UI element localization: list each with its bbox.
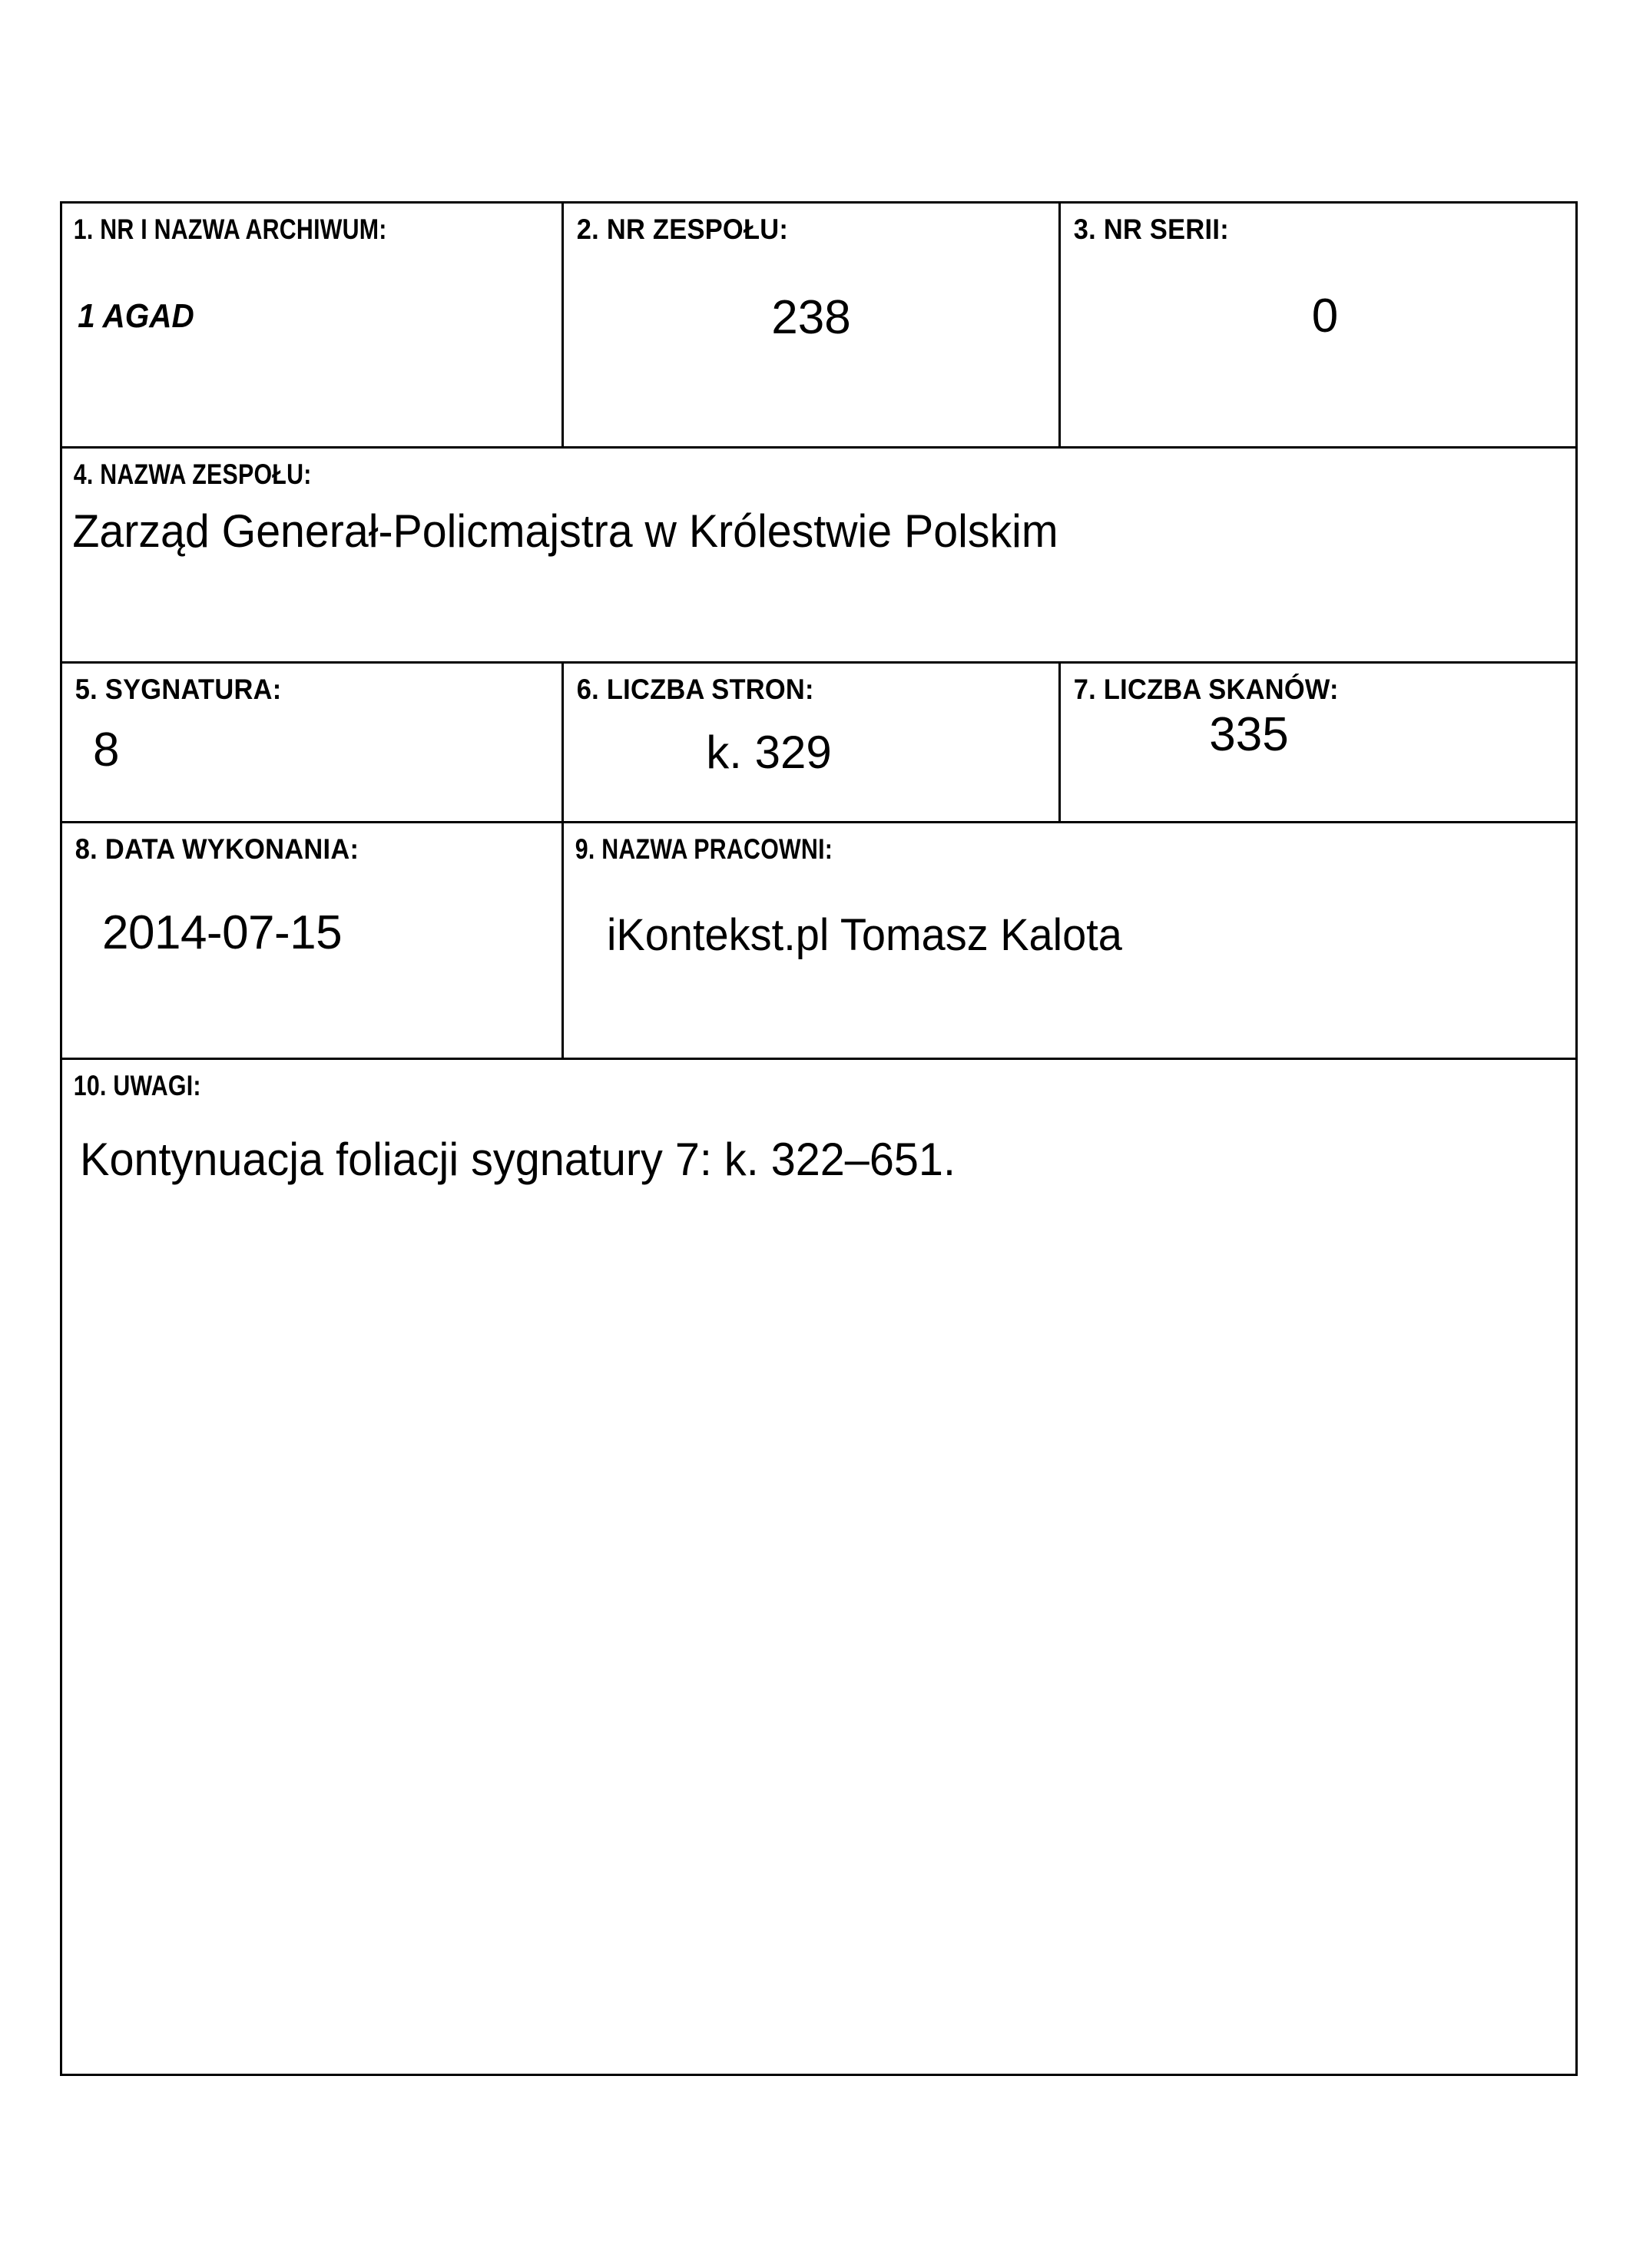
cell-scan-count [1060,663,1577,823]
cell-page-count [563,663,1060,823]
field-label-signature: 5. SYGNATURA: [75,674,282,705]
field-label-scan-count: 7. LICZBA SKANÓW: [1073,674,1339,705]
cell-archive-number-and-name [61,203,563,448]
field-label-workshop-name: 9. NAZWA PRACOWNI: [575,833,833,865]
table-row [61,203,1577,448]
field-value-fonds-name: Zarząd Generał-Policmajstra w Królestwie Polskim [72,505,1058,557]
cell-signature [61,663,563,823]
field-label-execution-date: 8. DATA WYKONANIA: [75,833,359,865]
field-value-notes: Kontynuacja foliacji sygnatury 7: k. 322–651. [80,1133,956,1185]
table-row [61,1059,1577,2075]
table-row [61,663,1577,823]
cell-series-number [1060,203,1577,448]
cell-fonds-name [61,448,1577,663]
cell-notes [61,1059,1577,2075]
field-label-series-number: 3. NR SERII: [1073,214,1229,245]
field-label-notes: 10. UWAGI: [73,1070,201,1101]
field-value-scan-count: 335 [1209,707,1289,761]
cell-fonds-number [563,203,1060,448]
field-label-fonds-number: 2. NR ZESPOŁU: [576,214,789,245]
table-row [61,448,1577,663]
field-label-archive: 1. NR I NAZWA ARCHIWUM: [73,214,387,245]
cell-execution-date [61,823,563,1059]
cell-workshop-name [563,823,1577,1059]
archival-description-table [60,201,1578,2076]
field-label-page-count: 6. LICZBA STRON: [576,674,814,705]
table-row [61,823,1577,1059]
field-value-execution-date: 2014-07-15 [102,906,343,959]
field-value-workshop-name: iKontekst.pl Tomasz Kalota [606,909,1122,960]
field-value-signature: 8 [93,723,120,776]
field-value-archive: 1 AGAD [78,296,194,335]
field-value-page-count: k. 329 [706,726,832,778]
field-value-series-number: 0 [1311,289,1339,343]
field-value-fonds-number: 238 [771,290,851,344]
field-label-fonds-name: 4. NAZWA ZESPOŁU: [73,459,312,490]
